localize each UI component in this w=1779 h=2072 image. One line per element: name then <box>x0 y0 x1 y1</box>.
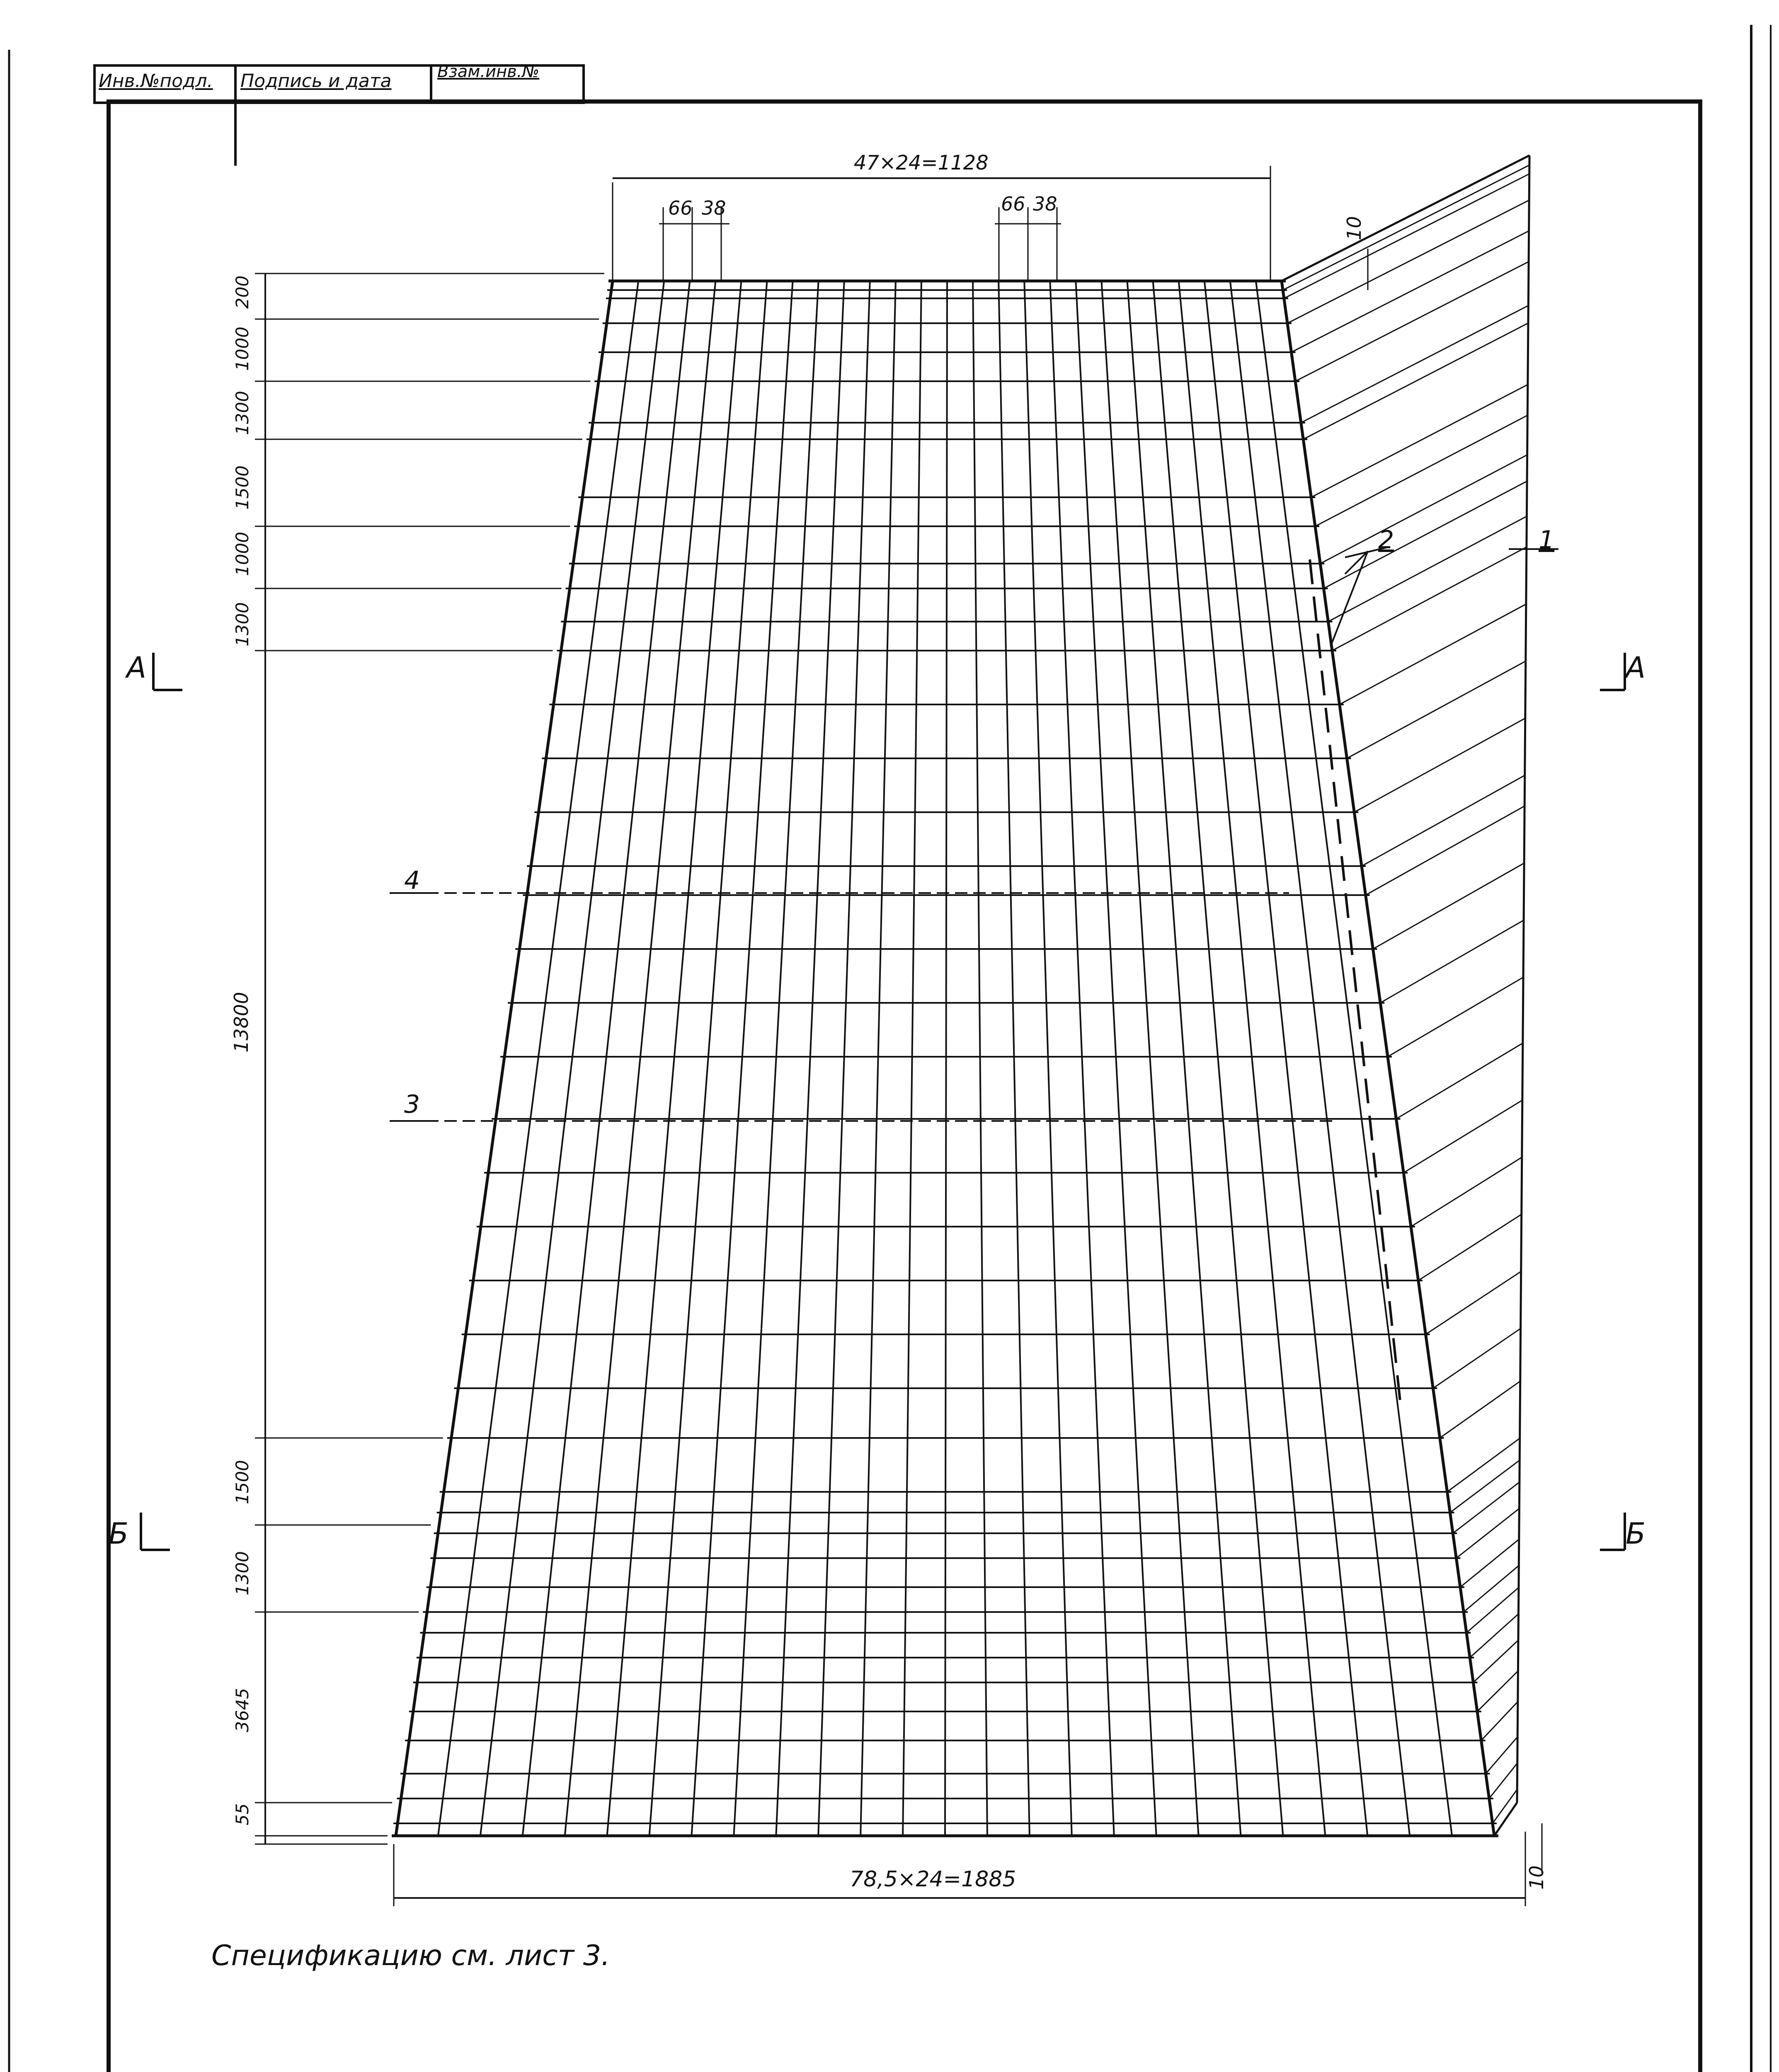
inclined-bar <box>1466 1588 1519 1633</box>
dim-left-11: 55 <box>232 1803 252 1825</box>
inclined-bar <box>1453 1482 1520 1533</box>
dashed-edge-bar <box>1310 559 1401 1409</box>
inclined-bar <box>1447 1438 1520 1492</box>
position-2: 2 <box>1378 525 1394 554</box>
mesh-vertical-bar <box>565 281 716 1836</box>
dim-left-4: 1500 <box>232 465 252 510</box>
inclined-bar <box>1282 155 1529 281</box>
stamp-sign-label: Подпись и дата <box>240 70 392 92</box>
inclined-bar <box>1328 516 1527 622</box>
inclined-bar <box>1489 1763 1517 1798</box>
inclined-bar <box>1340 604 1526 704</box>
inclined-bar <box>1477 1671 1518 1711</box>
mesh-vertical-bar <box>650 281 767 1836</box>
mesh-vertical-bar <box>903 281 921 1836</box>
dim-left-7: 13800 <box>230 992 252 1053</box>
dim-top-right-a: 66 <box>1001 193 1025 215</box>
dim-bottom-total: 78,5×24=1885 <box>850 1867 1016 1892</box>
inclined-bar <box>1456 1508 1519 1558</box>
dim-left-9: 1300 <box>232 1551 252 1595</box>
mesh-vertical-bar <box>818 281 870 1836</box>
inclined-bar <box>1464 1566 1519 1612</box>
mesh-vertical-bar <box>999 281 1030 1836</box>
inclined-bar <box>1426 1271 1521 1334</box>
position-3: 3 <box>404 1090 420 1119</box>
mesh-vertical-bar <box>860 281 896 1836</box>
inclined-bar <box>1301 305 1529 423</box>
inclined-bar <box>1347 661 1526 758</box>
inclined-bar <box>1433 1329 1520 1388</box>
inclined-bar <box>1418 1214 1522 1280</box>
inclined-bar <box>1320 455 1527 564</box>
mesh-vertical-bar <box>1024 281 1072 1836</box>
mesh-vertical-bar <box>1230 281 1410 1836</box>
section-b-right: Б <box>1626 1517 1646 1551</box>
dim-left-2: 1000 <box>232 327 252 371</box>
dim-left-1: 200 <box>232 275 252 309</box>
mesh-vertical-bar <box>1153 281 1283 1836</box>
inclined-bar <box>1295 261 1529 381</box>
mesh-vertical-bar <box>1179 281 1326 1836</box>
stamp-inv-label: Инв.№подл. <box>99 70 213 92</box>
inclined-bar <box>1460 1539 1519 1587</box>
dim-left-6: 1300 <box>232 602 252 646</box>
inclined-bar <box>1450 1460 1520 1513</box>
inclined-bar <box>1403 1100 1522 1173</box>
section-b-left: Б <box>109 1517 129 1551</box>
inclined-bar <box>1373 863 1524 949</box>
inclined-bar <box>1388 977 1523 1057</box>
dim-left-10: 3645 <box>232 1688 252 1732</box>
inclined-bar <box>1292 231 1529 352</box>
drawing-frame <box>9 25 1771 2072</box>
mesh-vertical-bar <box>734 281 818 1836</box>
inclined-bar <box>1473 1640 1518 1682</box>
inclined-bar <box>1354 718 1525 812</box>
section-a-left: А <box>126 651 146 685</box>
mesh-vertical-bar <box>1050 281 1114 1836</box>
mesh-vertical-bar <box>480 281 664 1836</box>
inclined-bar <box>1287 200 1529 323</box>
dim-top-total: 47×24=1128 <box>854 151 989 174</box>
inclined-bar <box>1396 1043 1522 1119</box>
inclined-bar <box>1362 775 1525 866</box>
mesh-vertical-bar <box>973 281 987 1836</box>
section-a-right: А <box>1626 651 1646 685</box>
dim-bottom-right-offset: 10 <box>1525 1865 1548 1890</box>
inclined-bar <box>1323 481 1527 588</box>
mesh-vertical-bar <box>1282 281 1494 1836</box>
inclined-bar <box>1411 1157 1522 1227</box>
dim-top-right-offset: 10 <box>1343 216 1365 240</box>
dim-left-5: 1000 <box>232 532 252 576</box>
specification-note: Спецификацию см. лист 3. <box>211 1939 610 1972</box>
inclined-bar <box>1440 1381 1520 1438</box>
mesh-vertical-bar <box>523 281 690 1836</box>
inclined-bar <box>1481 1702 1518 1740</box>
dim-top-left-b: 38 <box>702 197 726 219</box>
inclined-bar <box>1494 1803 1517 1836</box>
dim-left-3: 1300 <box>232 391 252 435</box>
stamp-replace-label: Взам.инв.№ <box>437 62 540 81</box>
leader-2 <box>1331 551 1368 646</box>
dim-top-left-a: 66 <box>668 197 693 219</box>
mesh-vertical-bar <box>691 281 793 1836</box>
inclined-bar <box>1311 385 1527 497</box>
side-projection-edge <box>1517 155 1529 1803</box>
mesh-vertical-bar <box>396 281 613 1836</box>
position-1: 1 <box>1539 525 1555 554</box>
inclined-bar <box>1303 323 1528 439</box>
mesh-vertical-bar <box>945 281 947 1836</box>
position-4: 4 <box>404 866 420 895</box>
reinforcement-mesh <box>390 155 1529 1836</box>
dimension-lines <box>141 166 1625 1906</box>
mesh-vertical-bar <box>607 281 742 1836</box>
mesh-vertical-bar <box>776 281 844 1836</box>
inclined-bar <box>1283 165 1529 290</box>
dim-left-8: 1500 <box>232 1460 252 1504</box>
mesh-vertical-bar <box>438 281 638 1836</box>
dim-top-right-b: 38 <box>1033 193 1057 215</box>
inclined-bar <box>1332 547 1527 651</box>
inclined-bar <box>1470 1614 1518 1658</box>
